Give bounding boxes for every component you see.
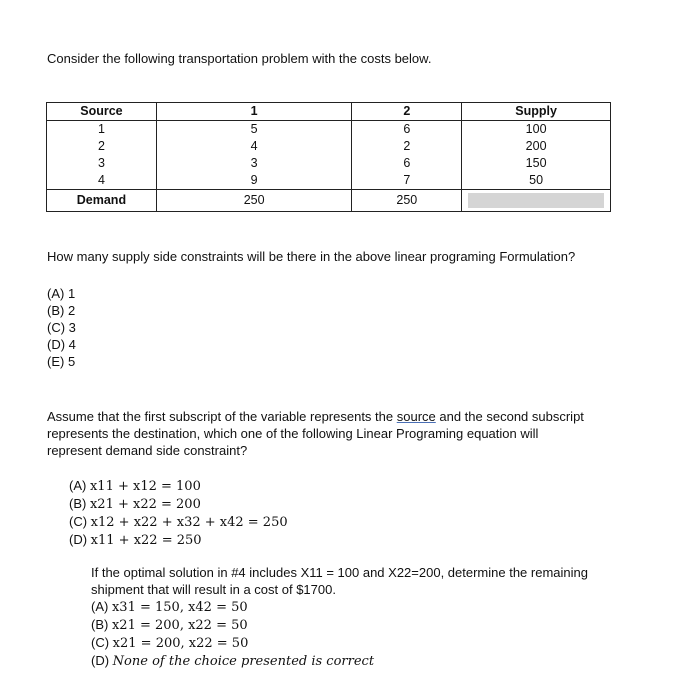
q2-option-d: (D) x11 + x22 = 250 [69, 532, 202, 548]
q2-line-1-pre: Assume that the first subscript of the variable represents the [47, 409, 397, 424]
header-dest-2: 2 [352, 103, 462, 121]
cell-cost: 2 [352, 138, 462, 155]
cell-supply: 200 [462, 138, 611, 155]
cell-supply: 150 [462, 155, 611, 172]
table-row [47, 172, 611, 190]
cell-cost: 6 [352, 155, 462, 172]
cell-shaded [462, 190, 611, 212]
shaded-fill [468, 193, 604, 208]
q2-option-c: (C) x12 + x22 + x32 + x42 = 250 [69, 514, 288, 530]
table-demand-row [47, 190, 611, 212]
q2-underlined-word: source [396, 409, 436, 424]
table-row [47, 121, 611, 139]
q1-options [47, 285, 76, 370]
table-header-row [47, 103, 611, 121]
q1-option-e: (E) 5 [47, 354, 76, 369]
cell-source: 2 [47, 138, 157, 155]
q1-option-c: (C) 3 [47, 320, 76, 335]
header-dest-1: 1 [156, 103, 352, 121]
table-row [47, 155, 611, 172]
q3-option-a: (A) x31 = 150, x42 = 50 [91, 599, 248, 615]
q3-question [91, 564, 588, 670]
q2-line-3: represent demand side constraint? [47, 443, 248, 458]
q3-line-1: If the optimal solution in #4 includes X11 = 100 and X22=200, determine the remaining [91, 565, 588, 580]
q2-line-1-post: and the second subscript [435, 409, 584, 424]
q1-option-b: (B) 2 [47, 303, 76, 318]
q2-option-b-expr: x21 + x22 = 200 [89, 497, 201, 512]
header-supply: Supply [462, 103, 611, 121]
cell-demand-label: Demand [47, 190, 157, 212]
cell-cost: 4 [156, 138, 352, 155]
cell-supply: 100 [462, 121, 611, 139]
header-source: Source [47, 103, 157, 121]
cell-source: 1 [47, 121, 157, 139]
q3-option-d: (D) None of the choice presented is correct [91, 653, 375, 669]
q3-option-d-expr: None of the choice presented is correct [112, 654, 375, 669]
cell-cost: 5 [156, 121, 352, 139]
q2-option-a: (A) x11 + x12 = 100 [69, 478, 201, 494]
cell-cost: 3 [156, 155, 352, 172]
cell-source: 3 [47, 155, 157, 172]
cell-source: 4 [47, 172, 157, 190]
q2-option-d-expr: x11 + x22 = 250 [90, 533, 202, 548]
table-row [47, 138, 611, 155]
q3-option-b-expr: x21 = 200, x22 = 50 [111, 618, 248, 633]
q2-line-2: represents the destination, which one of the following Linear Programing equation will [47, 426, 539, 441]
cell-cost: 7 [352, 172, 462, 190]
q2-option-c-expr: x12 + x22 + x32 + x42 = 250 [90, 515, 288, 530]
q3-option-a-expr: x31 = 150, x42 = 50 [111, 600, 248, 615]
q2-option-a-expr: x11 + x12 = 100 [89, 479, 201, 494]
cell-supply: 50 [462, 172, 611, 190]
q3-line-2: shipment that will result in a cost of $1700. [91, 582, 336, 597]
q3-option-b: (B) x21 = 200, x22 = 50 [91, 617, 248, 633]
cell-demand: 250 [352, 190, 462, 212]
q2-option-b: (B) x21 + x22 = 200 [69, 496, 201, 512]
intro-text: Consider the following transportation problem with the costs below. [47, 51, 432, 66]
q2-line-1 [47, 408, 584, 425]
q2-options [69, 477, 288, 549]
transportation-table [46, 102, 611, 212]
cell-demand: 250 [156, 190, 352, 212]
q1-option-a: (A) 1 [47, 286, 76, 301]
q3-option-c-expr: x21 = 200, x22 = 50 [112, 636, 249, 651]
cell-cost: 9 [156, 172, 352, 190]
cell-cost: 6 [352, 121, 462, 139]
q2-question [47, 408, 584, 459]
q3-option-c: (C) x21 = 200, x22 = 50 [91, 635, 249, 651]
q1-question: How many supply side constraints will be there in the above linear programing Formulation? [47, 249, 576, 264]
q1-option-d: (D) 4 [47, 337, 76, 352]
